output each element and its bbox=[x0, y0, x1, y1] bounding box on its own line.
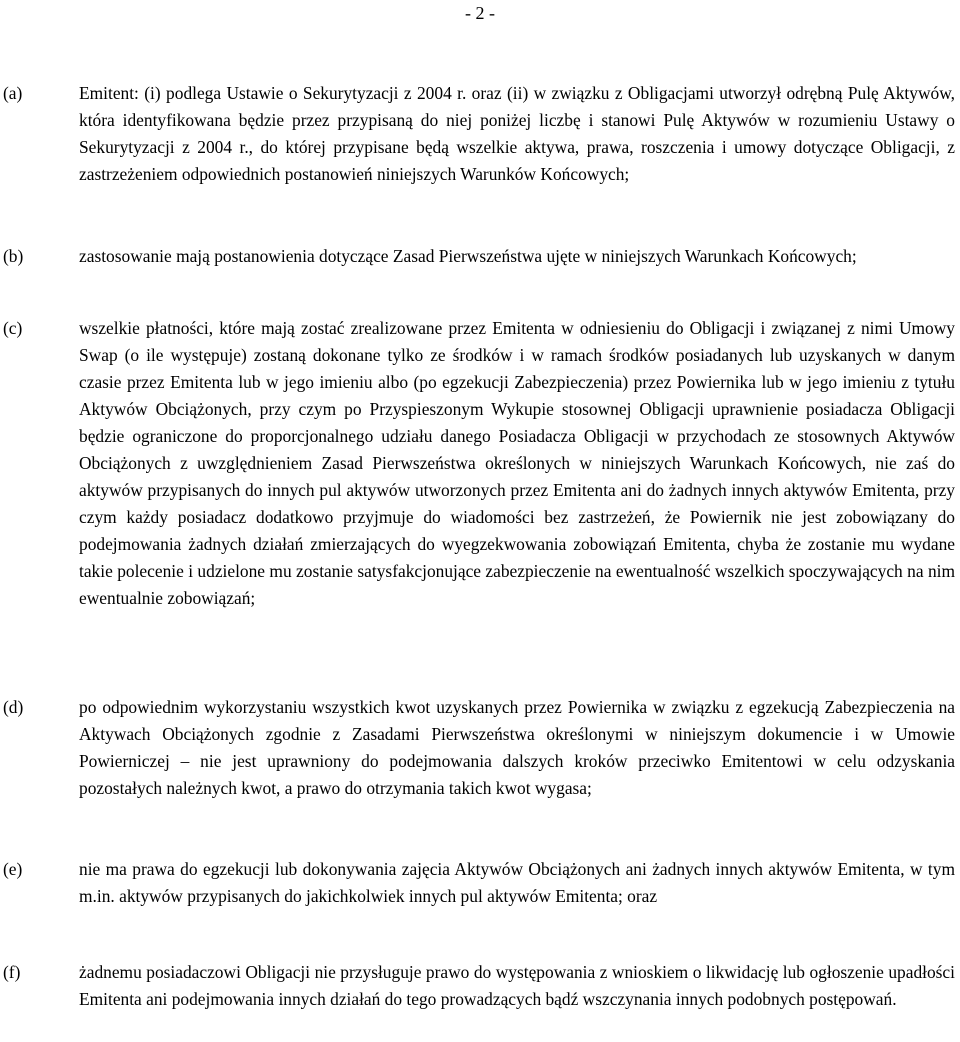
item-text: żadnemu posiadaczowi Obligacji nie przysługuje prawo do występowania z wnioskiem o likwidację lub ogłoszenie upadłości Emitenta ani podejmowania innych działań do tego prowadzących bądź wszczynania innych podobnych postępowań. bbox=[79, 962, 955, 1009]
item-text: po odpowiednim wykorzystaniu wszystkich kwot uzyskanych przez Powiernika w związku z egzekucją Zabezpieczenia na Aktywach Obciążonych zgodnie z Zasadami Pierwszeństwa określonymi w niniejszym dokumencie i w Umowie Powierniczej – nie jest uprawniony do podejmowania dalszych kroków przeciwko Emitentowi w celu odzyskania pozostałych należnych kwot, a prawo do otrzymania takich kwot wygasa; bbox=[79, 697, 955, 798]
item-text: Emitent: (i) podlega Ustawie o Sekurytyzacji z 2004 r. oraz (ii) w związku z Obligacjami utworzył odrębną Pulę Aktywów, która identyfikowana będzie przez przypisaną do niej poniżej liczbę i stanowi Pulę Aktywów w rozumieniu Ustawy o Sekurytyzacji z 2004 r., do której przypisane będą wszelkie aktywa, prawa, roszczenia i umowy dotyczące Obligacji, z zastrzeżeniem odpowiednich postanowień niniejszych Warunków Końcowych; bbox=[79, 83, 955, 184]
item-label: (b) bbox=[3, 246, 24, 266]
item-label: (f) bbox=[3, 962, 21, 982]
item-label: (a) bbox=[3, 83, 23, 103]
item-label: (c) bbox=[3, 318, 23, 338]
item-text: wszelkie płatności, które mają zostać zrealizowane przez Emitenta w odniesieniu do Obligacji i związanej z nimi Umowy Swap (o ile występuje) zostaną dokonane tylko ze środków i w ramach środków posiadanych lub uzyskanych w danym czasie przez Emitenta lub w jego imieniu albo (po egzekucji Zabezpieczenia) przez Powiernika lub w jego imieniu z tytułu Aktywów Obciążonych, przy czym po Przyspieszonym Wykupie stosownej Obligacji uprawnienie posiadacza Obligacji będzie ograniczone do proporcjonalnego udziału danego Posiadacza Obligacji w przychodach ze stosownych Aktywów Obciążonych z uwzględnieniem Zasad Pierwszeństwa określonych w niniejszych Warunkach Końcowych, nie zaś do aktywów przypisanych do innych pul aktywów utworzonych przez Emitenta ani do żadnych innych aktywów Emitenta, przy czym każdy posiadacz dodatkowo przyjmuje do wiadomości bez zastrzeżeń, że Powiernik nie jest zobowiązany do podejmowania żadnych działań zmierzających do wyegzekwowania zobowiązań Emitenta, chyba że zostanie mu wydane takie polecenie i udzielone mu zostanie satysfakcjonujące zabezpieczenie na ewentualność wszelkich spoczywających na nim ewentualnie zobowiązań; bbox=[79, 318, 955, 608]
page-number: - 2 - bbox=[465, 3, 495, 23]
item-label: (e) bbox=[3, 859, 23, 879]
item-label: (d) bbox=[3, 697, 24, 717]
item-text: zastosowanie mają postanowienia dotyczące Zasad Pierwszeństwa ujęte w niniejszych Warunkach Końcowych; bbox=[79, 246, 857, 266]
item-text: nie ma prawa do egzekucji lub dokonywania zajęcia Aktywów Obciążonych ani żadnych innych aktywów Emitenta, w tym m.in. aktywów przypisanych do jakichkolwiek innych pul aktywów Emitenta; oraz bbox=[79, 859, 955, 906]
